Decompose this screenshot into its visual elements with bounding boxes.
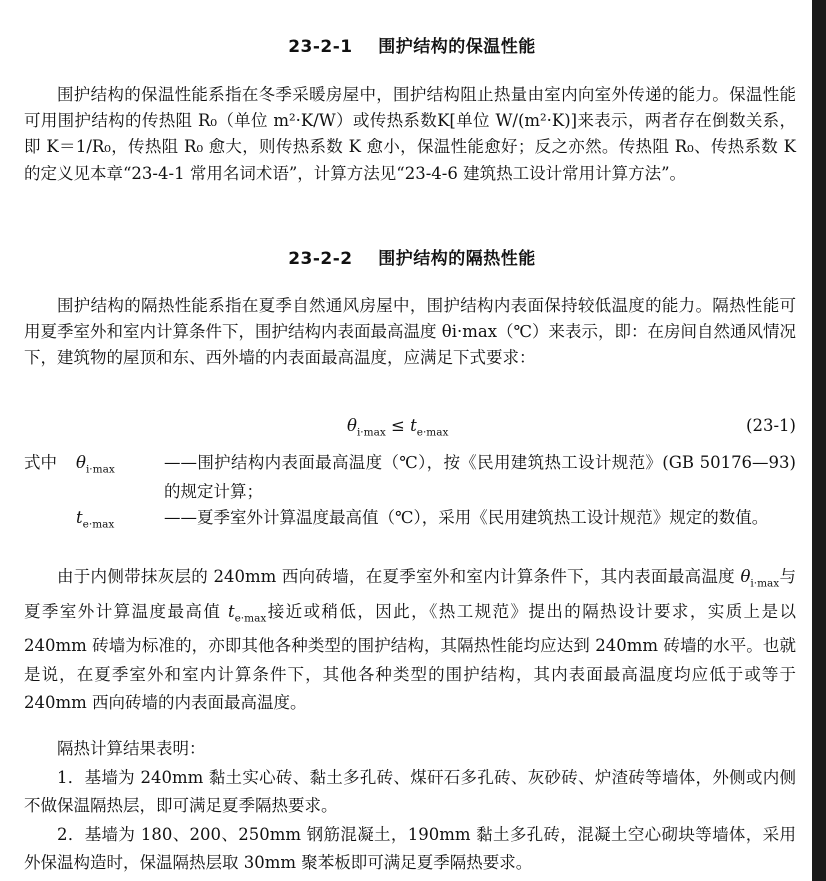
- paragraph-result-2: 2．基墙为 180、200、250mm 钢筋混凝土，190mm 黏土多孔砖，混凝土空心砌块等墙体，采用外保温构造时，保温隔热层取 30mm 聚苯板即可满足夏季隔热要求。: [24, 825, 796, 873]
- definition-symbol-sub: i·max: [85, 463, 115, 476]
- inline-symbol-t: [227, 601, 267, 624]
- paragraph-insulation-performance: 围护结构的保温性能系指在冬季采暖房屋中，围护结构阻止热量由室内向室外传递的能力。保温性能可用围护结构的传热阻 R₀（单位 m²·K/W）或传热系数K[单位 W/(m²·K)]来表示，两者存在倒数关系，即 K＝1/R₀，传热阻 R₀ 愈大，则传热系数 K 愈小，保温性能愈好；反之亦然。传热阻 R₀、传热系数 K 的定义见本章“23-4-1 常用名词术语”，计算方法见“23-4-6 建筑热工设计常用计算方法”。: [24, 85, 796, 183]
- definition-symbol-t: [76, 503, 114, 539]
- formula-rhs: t: [410, 416, 417, 435]
- paragraph-text: 接近或稍低，因此，《热工规范》提出的隔热设计要求，实质上是以 240mm 砖墙为标准的，亦即其他各种类型的围护结构，其隔热性能均应达到 240mm 砖墙的水平。也就是说，在夏季室外和室内计算条件下，其他各种类型的围护结构，其内表面最高温度均应低于或等于 240mm 西向砖墙的内表面最高温度。: [24, 601, 797, 713]
- definition-text-theta: ——围护结构内表面最高温度（℃），按《民用建筑热工设计规范》(GB 50176—93) 的规定计算；: [164, 453, 796, 501]
- formula-lhs-sub: i·max: [356, 426, 386, 439]
- section-heading-thermal-insulation: 23-2-1 围护结构的保温性能: [288, 37, 536, 57]
- inline-symbol-sub: e·max: [234, 612, 267, 624]
- formula-number: (23-1): [746, 416, 796, 435]
- section-heading-heat-insulation: 23-2-2 围护结构的隔热性能: [288, 249, 536, 269]
- definition-symbol-text: θ: [76, 453, 86, 472]
- formula-expression: [347, 413, 448, 445]
- definition-intro: 式中: [24, 453, 57, 472]
- definition-symbol-theta: [76, 448, 115, 484]
- formula-operator: ≤: [385, 416, 411, 435]
- definition-symbol-text: t: [76, 508, 83, 527]
- definition-text-t: ——夏季室外计算温度最高值（℃），采用《民用建筑热工设计规范》规定的数值。: [164, 508, 769, 527]
- inline-symbol-text: t: [227, 601, 235, 621]
- paragraph-heat-insulation-performance: 围护结构的隔热性能系指在夏季自然通风房屋中，围护结构内表面保持较低温度的能力。隔热性能可用夏季室外和室内计算条件下，围护结构内表面最高温度 θi·max（℃）来表示，即：在房间自然通风情况下，建筑物的屋顶和东、西外墙的内表面最高温度，应满足下式要求：: [24, 296, 796, 368]
- formula-lhs: θ: [347, 416, 357, 435]
- paragraph-results-intro: 隔热计算结果表明：: [57, 739, 206, 758]
- paragraph-text: 由于内侧带抹灰层的 240mm 西向砖墙，在夏季室外和室内计算条件下，其内表面最高温度: [57, 567, 741, 586]
- paragraph-text: 与夏季室外计算温度最高值: [24, 567, 796, 621]
- formula-rhs-sub: e·max: [416, 426, 449, 439]
- definition-symbol-sub: e·max: [82, 518, 115, 531]
- inline-symbol-theta: [740, 567, 780, 590]
- paragraph-result-1: 1．基墙为 240mm 黏土实心砖、黏土多孔砖、煤矸石多孔砖、灰砂砖、炉渣砖等墙体，外侧或内侧不做保温隔热层，即可满足夏季隔热要求。: [24, 768, 796, 816]
- page-edge-shadow: [812, 0, 826, 881]
- inline-symbol-sub: i·max: [750, 577, 780, 590]
- inline-symbol-text: θ: [740, 567, 751, 586]
- formula-23-1: [24, 411, 796, 437]
- paragraph-brick-wall-standard: [24, 563, 796, 718]
